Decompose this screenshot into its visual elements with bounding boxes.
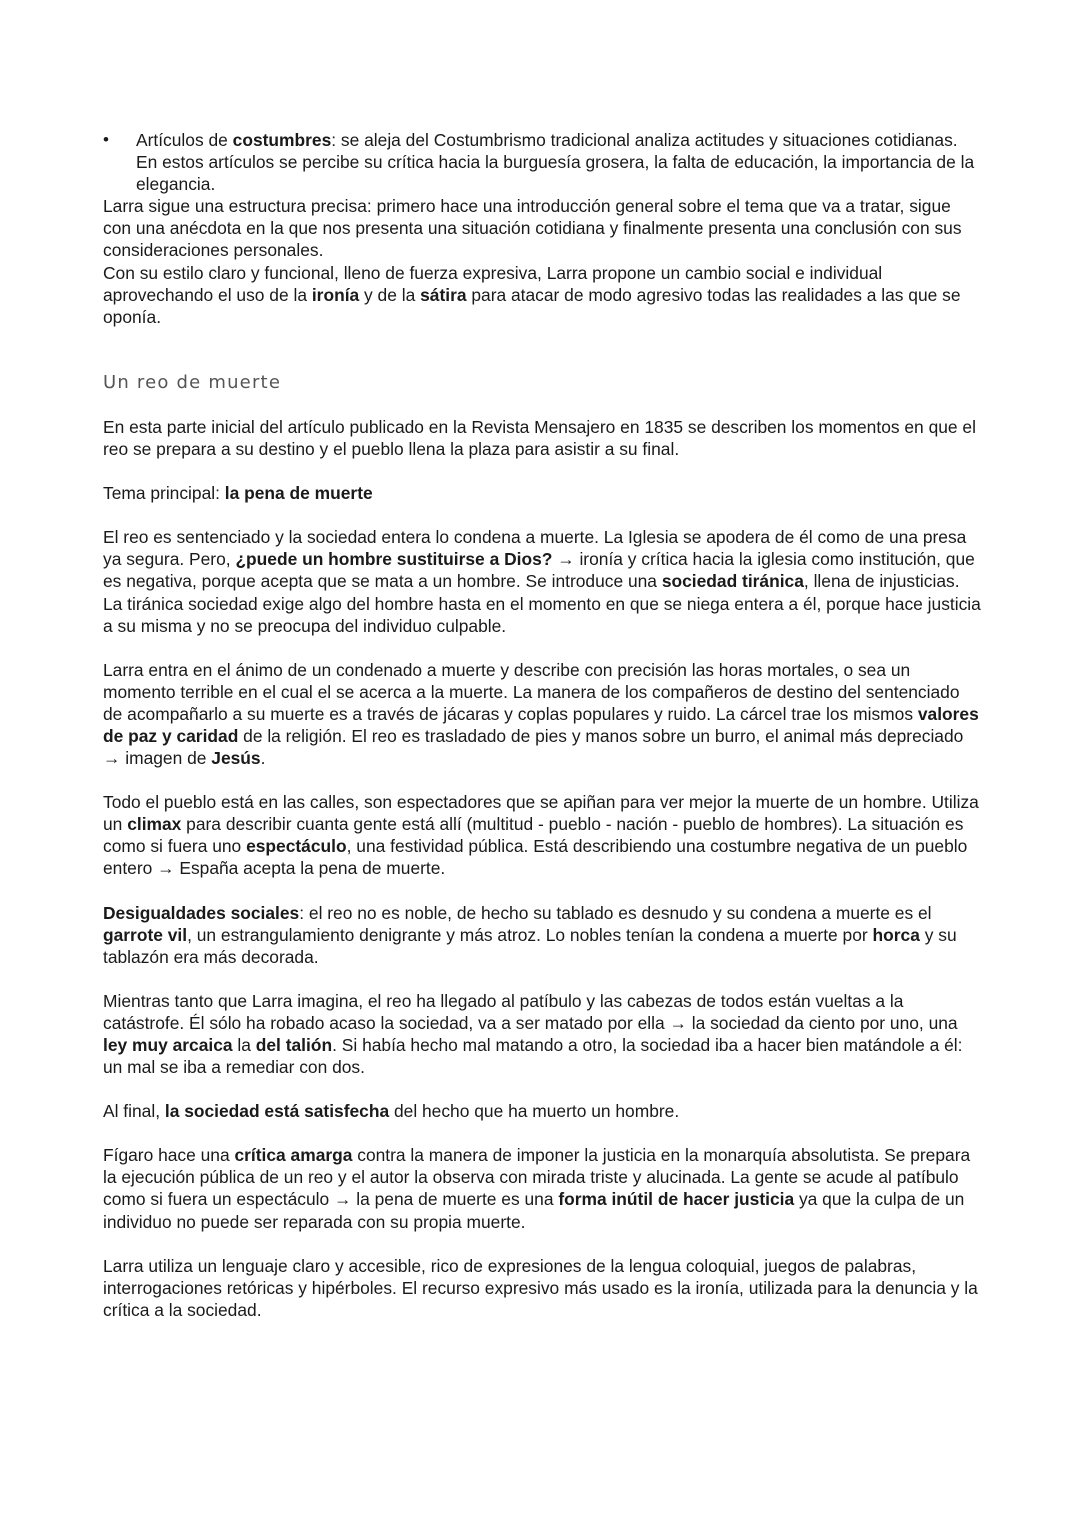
bold-term: la sociedad está satisfecha	[164, 1101, 390, 1122]
text: contra la manera de imponer la justicia en la monarquía absolutista. Se prepara la ejecución pública de un reo y el autor la observa con mirada triste y alucinada. La gente se acude al patíbulo como si fuera un espectáculo → la pena de muerte es una	[103, 1145, 971, 1210]
text: y de la	[359, 284, 421, 305]
paragraph-final	[103, 1100, 983, 1122]
text: , llena de injusticias. La tiránica sociedad exige algo del hombre hasta en el momento en que se niega entera a él, porque hace justicia a su misma y no se preocupa del individuo culpable.	[103, 571, 981, 636]
bold-term: crítica amarga	[234, 1145, 353, 1166]
section-heading: Un reo de muerte	[103, 371, 282, 393]
bold-term: climax	[127, 814, 182, 835]
paragraph-desigualdades	[103, 902, 983, 968]
text: ya que la culpa de un individuo no puede ser reparada con su propia muerte.	[103, 1189, 965, 1232]
bold-term: sociedad tiránica	[661, 571, 804, 592]
bold-term: valores de paz y caridad	[103, 703, 979, 746]
text: para describir cuanta gente está allí (multitud - pueblo - nación - pueblo de hombres). La situación es como si fuera uno	[103, 814, 964, 857]
text: Larra entra en el ánimo de un condenado a muerte y describe con precisión las horas mortales, o sea un momento terrible en el cual el se acerca a la muerte. La manera de los compañeros de destino del sentenciado de acompañarlo a su muerte es a través de jácaras y coplas populares y ruido. La cárcel trae los mismos	[103, 659, 960, 724]
bullet-icon: •	[103, 130, 109, 149]
bold-term: sátira	[420, 284, 467, 305]
paragraph-patibulo	[103, 990, 983, 1078]
text: del hecho que ha muerto un hombre.	[389, 1101, 680, 1122]
text: la	[232, 1035, 256, 1055]
bold-term: la pena de muerte	[224, 483, 373, 504]
text: Con su estilo claro y funcional, lleno de fuerza expresiva, Larra propone un cambio social e individual aprovechando el uso de la	[103, 262, 883, 305]
bold-term: ley muy arcaica	[103, 1035, 233, 1055]
text: El reo es sentenciado y la sociedad entera lo condena a muerte. La Iglesia se apodera de él como de una presa ya segura. Pero,	[103, 527, 967, 570]
text: de la religión. El reo es trasladado de pies y manos sobre un burro, el animal más depreciado → imagen de	[103, 725, 964, 769]
bold-term: forma inútil de hacer justicia	[558, 1189, 795, 1210]
document-body	[103, 129, 983, 1321]
bold-term: horca	[872, 924, 920, 945]
text: . Si había hecho mal matando a otro, la sociedad iba a hacer bien matándole a él: un mal se iba a remediar con dos.	[103, 1035, 963, 1078]
bold-term: ¿puede un hombre sustituirse a Dios?	[235, 549, 553, 570]
bold-term: Jesús	[211, 748, 261, 769]
text: , un estrangulamiento denigrante y más atroz. Lo nobles tenían la condena a muerte por	[187, 924, 873, 945]
bold-term: del talión	[255, 1035, 333, 1055]
text: Tema principal:	[103, 483, 225, 504]
paragraph-estructura: Larra sigue una estructura precisa: primero hace una introducción general sobre el tema que va a tratar, sigue con una anécdota en la que nos presenta una situación cotidiana y finalmente presenta una conclusión con sus consideraciones personales.	[103, 196, 962, 261]
text: : se aleja del Costumbrismo tradicional analiza actitudes y situaciones cotidianas. En estos artículos se percibe su crítica hacia la burguesía grosera, la falta de educación, la importancia de la elegancia.	[136, 130, 975, 195]
paragraph-intro: En esta parte inicial del artículo publicado en la Revista Mensajero en 1835 se describen los momentos en que el reo se prepara a su destino y el pueblo llena la plaza para asistir a su final.	[103, 416, 976, 460]
bullet-item-costumbres	[103, 129, 983, 195]
text: Fígaro hace una	[103, 1145, 235, 1166]
text: Todo el pueblo está en las calles, son espectadores que se apiñan para ver mejor la muerte de un hombre. Utiliza un	[103, 792, 979, 835]
paragraph-lenguaje: Larra utiliza un lenguaje claro y accesible, rico de expresiones de la lengua coloquial, juegos de palabras, interrogaciones retóricas y hipérboles. El recurso expresivo más usado es la ironía, utilizada para la denuncia y la crítica a la sociedad.	[103, 1255, 978, 1320]
text: Mientras tanto que Larra imagina, el reo ha llegado al patíbulo y las cabezas de todos están vueltas a la catástrofe. Él sólo ha robado acaso la sociedad, va a ser matado por ella → la sociedad da ciento por uno, una	[103, 990, 958, 1033]
bold-term: garrote vil	[103, 924, 188, 945]
text: , una festividad pública. Está describiendo una costumbre negativa de un pueblo entero → España acepta la pena de muerte.	[103, 836, 968, 879]
bold-term: Desigualdades sociales	[103, 902, 300, 923]
paragraph-estilo	[103, 262, 983, 328]
text: → ironía y crítica hacia la iglesia como institución, que es negativa, porque acepta que se mata a un hombre. Se introduce una	[103, 549, 975, 592]
bold-term: espectáculo	[246, 836, 347, 857]
text: : el reo no es noble, de hecho su tablado es desnudo y su condena a muerte es el	[299, 902, 932, 923]
bold-term: ironía	[311, 284, 360, 305]
paragraph-condenado	[103, 659, 983, 769]
text: .	[260, 748, 266, 769]
text: y su tablazón era más decorada.	[103, 924, 957, 967]
paragraph-tema	[103, 482, 983, 504]
text: Artículos de	[136, 130, 233, 150]
paragraph-iglesia	[103, 526, 983, 636]
text: Al final,	[103, 1101, 165, 1122]
paragraph-pueblo	[103, 791, 983, 879]
paragraph-figaro	[103, 1144, 983, 1232]
text: para atacar de modo agresivo todas las realidades a las que se oponía.	[103, 284, 961, 327]
bold-term: costumbres	[232, 130, 332, 150]
